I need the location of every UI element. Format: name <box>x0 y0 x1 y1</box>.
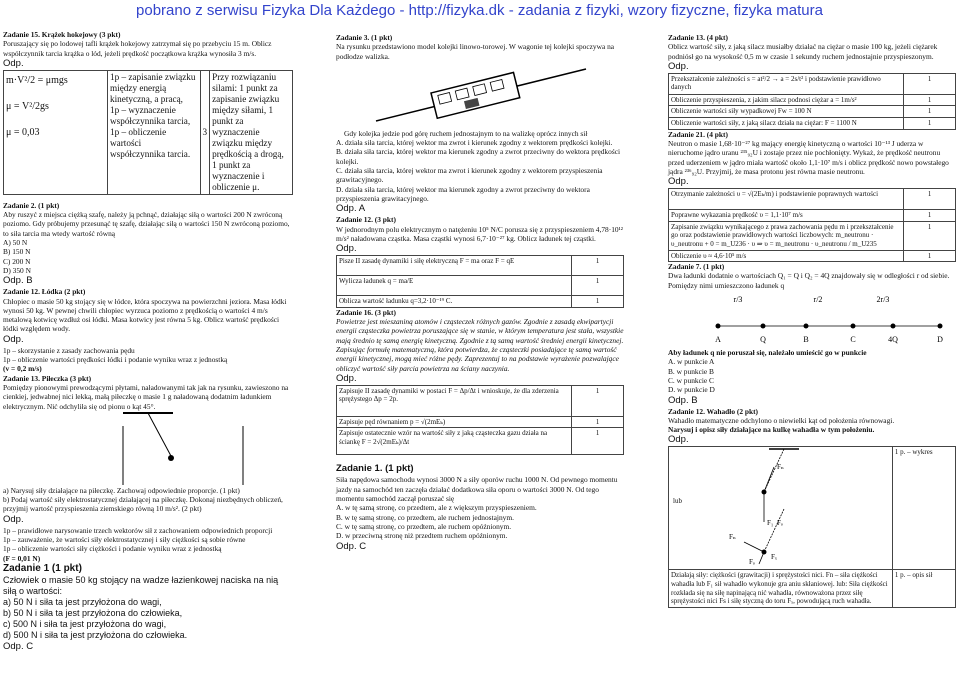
option: D) 350 N <box>3 265 31 275</box>
solution-table <box>3 70 293 195</box>
scoring-step: Zapisanie związku wynikającego z prawa zachowania pędu m i przekształcenie go oraz podstawienie prawidłowych wartości liczbowych: m_neutronu · υ_neutronu + 0 = m_U236 · υ ⇒ υ = m_neutronu · υ_neutronu / m_U235 <box>669 221 904 250</box>
task-text: Chłopiec o masie 50 kg stojący się w łódce, która spoczywa na powierzchni jeziora. Masa łódki wynosi 50 kg. W pewnej chwili chłopiec wyrzuca poziomo z prędkością o wartości 4 m/s metalową kotwicę wzdłuż osi łódki. Masa kotwicy jest równa 5 kg. Oblicz wartość prędkości łódki względem wody. <box>3 296 287 334</box>
task-text: Wahadło matematyczne odchylono o niewielki kąt od położenia równowagi. <box>668 415 895 425</box>
task-title: Zadanie 7. (1 pkt) <box>668 262 725 272</box>
ball <box>168 455 174 461</box>
task-title: Zadanie 2. (1 pkt) <box>3 200 60 210</box>
vector-label: Fₒ <box>749 558 755 566</box>
task-title: Zadanie 1. (1 pkt) <box>336 463 414 475</box>
vector-label: Fₒ <box>777 519 783 528</box>
scoring-step: Zapisuje ostatecznie wzór na wartość siły z jaką cząsteczka gazu działa na ściankę F = 2√(2mEₖ)/Δt <box>337 428 572 455</box>
answer-label: Odp. <box>3 57 24 69</box>
thread-2 <box>764 509 784 552</box>
scoring-step: Wylicza ładunek q = ma/E <box>337 276 572 296</box>
scoring-points: 1 <box>904 210 956 222</box>
task-title: Zadanie 16. (3 pkt) <box>336 307 396 317</box>
option: c) 500 N i siła ta jest przyłożona do wagi, <box>3 618 167 629</box>
point-label: B <box>803 335 809 345</box>
task-text: Neutron o masie 1,68·10⁻²⁷ kg mający energię kinetyczną o wartości 10⁻¹³ J uderza w nieruchome jądro uranu ²³⁵₉₂U i zostaje przez nie pochłonięty. Wykaż, że prędkość neutronu przed uderzeniem w jądro miała wartość około 1,1·10⁷ m/s i oblicz prędkość nowo powstałego jądra ²³⁶₉₂U. Przyjmij, że masa protonu jest równa masie neutronu. <box>668 138 949 176</box>
pendulum-svg <box>689 447 889 565</box>
point-label: C <box>850 335 856 345</box>
scoring-step: Obliczenie wartości siły wypadkowej Fw = 100 N <box>669 106 904 118</box>
scoring-points: 1 <box>904 94 956 106</box>
wagon <box>431 72 520 118</box>
answer: Odp. A <box>336 203 366 215</box>
vector-label: Fₙ <box>729 533 736 542</box>
task-text: Na rysunku przedstawiono model kolejki linowo-torowej. W wagonie tej kolejki spoczywa na podłodze walizka. <box>336 42 615 61</box>
normal-vector <box>759 552 764 564</box>
pendulum-table <box>668 446 956 607</box>
column-left <box>3 30 293 653</box>
answer: Odp. C <box>336 540 367 552</box>
task-title: Zadanie 12. (3 pkt) <box>336 215 396 225</box>
plates-figure <box>3 411 293 486</box>
subtask: a) Narysuj siły działające na piłeczkę. Zachowaj odpowiednie proporcje. (1 pkt) <box>3 485 240 495</box>
option: B. w tę samą stronę, co przedtem, ale ruchem jednostajnym. <box>336 512 514 522</box>
task-text: Oblicz wartość siły, z jaką silacz musiałby działać na ciężar o masie 100 kg, jeżeli ciężarek podniósł go na wysokość 0,5 m w czasie 1 sekundy ruchem jednostajnie przyspieszonym. <box>668 42 938 61</box>
equations-cell <box>4 70 108 194</box>
scoring-points: 1 <box>904 221 956 250</box>
scoring-points: 1 <box>572 428 624 455</box>
fraction-label: 2r/3 <box>876 295 890 305</box>
scoring-points: 1 <box>572 256 624 276</box>
answer-label: Odp. <box>336 372 357 384</box>
points-cell: 1 p. – opis sił <box>892 570 955 607</box>
answer-label: Odp. <box>668 176 689 188</box>
point-label: 4Q <box>888 335 898 345</box>
equation: m·V²/2 = μmgs <box>6 74 68 86</box>
scoring-step: Przekształcenie zależności s = at²/2 → a = 2s/t² i podstawienie prawidłowo danych <box>669 73 904 94</box>
task-title: Zadanie 13. (4 pkt) <box>668 33 728 42</box>
vector-label: Fₓ <box>771 553 777 562</box>
question: Narysuj i opisz siły działające na kulkę wahadła w tym położeniu. <box>668 425 875 435</box>
vector-label: Fₙ <box>777 463 784 472</box>
scoring-step: Zapisuje II zasadę dynamiki w postaci F = Δp/Δt i wnioskuje, że dla zderzenia sprężystego Δp = 2p. <box>337 385 572 416</box>
scoring-step: Obliczenie wartości siły, z jaką silacz działa na ciężar: F = 1100 N <box>669 118 904 130</box>
description-cell: Działają siły: ciężkości (grawitacji) i sprężystości nici. Fn – siła ciężkości wahadła lub F₁ sił wahadło wykonuje gra aniu skłaniowej. lub: Siła ciężkości rozkłada się na siłę napinającą nić wahadła, równoważona przez siłę sprężystości nici Fs i siłę styczną do toru Fₓ, powodującą ruch wahadła. <box>669 570 893 607</box>
result: (F = 0,01 N) <box>3 553 41 563</box>
scoring-step: Otrzymanie zależności υ = √(2Eₖ/m) i podstawienie poprawnych wartości <box>669 189 904 210</box>
pendulum-figures <box>669 447 893 570</box>
points-cell: 1 p. – wykres <box>892 447 955 570</box>
scoring-points: 1 <box>904 73 956 94</box>
scoring-table <box>668 73 956 130</box>
option: B. w punkcie B <box>668 366 714 376</box>
cable-car-figure <box>336 61 624 129</box>
task-text: Pomiędzy pionowymi prewodzącymi płytami, naładowanymi tak jak na rysunku, zawieszono na cienkiej, jedwabnej nici lekką, małą piłeczkę o masie 1 g naładowaną dodatnim ładunkiem elektrycznym. Nić odchyliła się od pionu o kąt 45°. <box>3 382 289 411</box>
option: A) 50 N <box>3 238 28 248</box>
point-c <box>851 324 856 329</box>
charge-4q <box>891 324 896 329</box>
point-item: 1p – zauważenie, że wartości siły elektrostatycznej i siły ciężkości są sobie równe <box>3 535 246 545</box>
option: C. w punkcie C <box>668 375 714 385</box>
task-title: Zadanie 12. Łódka (2 pkt) <box>3 287 86 297</box>
task-text: Człowiek o masie 50 kg stojący na wadze łazienkowej naciska na nią siłą o wartości: <box>3 574 279 596</box>
option: b) 50 N i siła ta jest przyłożona do człowieka, <box>3 607 183 618</box>
task-title: Zadanie 15. Krążek hokejowy (3 pkt) <box>3 30 121 39</box>
point-item: 1p – skorzystanie z zasady zachowania pędu <box>3 345 135 355</box>
point-item: 1p – obliczenie wartości prędkości łódki i podanie wyniku wraz z jednostką <box>3 355 228 365</box>
option: D. w przeciwną stronę niż przedtem ruchem opóźnionym. <box>336 531 508 541</box>
scoring-step: Pisze II zasadę dynamiki i siłę elektryczną F = ma oraz F = qE <box>337 256 572 276</box>
fraction-label: r/3 <box>733 295 743 305</box>
task-text: Poruszający się po lodowej tafli krążek hokejowy zatrzymał się po przebyciu 15 m. Oblicz współczynnik tarcia krążka o lód, jeżeli prędkość początkowa krążka wynosiła 3 m/s. <box>3 39 272 58</box>
question: Aby ładunek q nie poruszał się, należało umieścić go w punkcie <box>668 348 867 358</box>
note-cell: Przy rozwiązaniu silami: 1 punkt za zapisanie związku między siłami, 1 punkt za wyznaczenie związku między prędkością a drogą, 1 punkt za wyznaczenie i obliczenie μ. <box>210 70 293 194</box>
task-title: Zadanie 21. (4 pkt) <box>668 129 728 139</box>
answer: Odp. B <box>668 394 698 406</box>
scoring-step: Zapisuje pęd równaniem p = √(2mEₖ) <box>337 416 572 428</box>
option: C) 200 N <box>3 256 31 266</box>
tension-vector <box>764 467 774 492</box>
subtask: b) Podaj wartość siły elektrostatycznej działającej na piłeczkę. Dokonaj niezbędnych obliczeń, przyjmij wartość przyspieszenia ziemskiego równą 10 m/s². (2 pkt) <box>3 495 283 514</box>
scoring-points: 1 <box>904 106 956 118</box>
answer-label: Odp. <box>3 333 24 345</box>
or-label: lub <box>673 497 682 506</box>
fraction-label: r/2 <box>813 295 823 305</box>
scoring-step: Obliczenie przyspieszenia, z jakim silacz podnosi ciężar a = 1m/s² <box>669 94 904 106</box>
equation: μ = V²/2gs <box>6 100 49 112</box>
scoring-table <box>668 188 956 262</box>
point-item: 1p – obliczenie wartości współczynnika tarcia. <box>110 126 191 159</box>
point-label: A <box>715 335 721 345</box>
point-label: Q <box>760 335 766 345</box>
point-label: D <box>937 335 943 345</box>
point-item: 1p – prawidłowe narysowanie trzech wektorów sił z zachowaniem odpowiednich proporcji <box>3 525 273 535</box>
option: A. działa siła tarcia, której wektor ma zwrot i kierunek zgodny z wektorem prędkości kolejki. <box>336 138 613 148</box>
column-right <box>668 33 956 608</box>
point-d <box>938 324 943 329</box>
option: B) 150 N <box>3 247 31 257</box>
scoring-points: 1 <box>572 296 624 308</box>
scoring-points: 1 <box>904 189 956 210</box>
task-text: Powietrze jest mieszaniną atomów i cząsteczek różnych gazów. Zgodnie z zasadą ekwipartycji energii cząsteczka powietrza poruszające się w stanie, w którym temperatura jest stała, wszystkie mają średnio tę samą energię kinetyczną. Zgodnie z tą samą wartość średniej energii kinetycznej. Zapisując formułę matematyczną, która potwierdza, że cząsteczki posiadające tę samą wartość energii kinetycznej, mogą mieć różne pędy. Zaprezentuj to na podstawie wyrażenie pozwalające obliczyć wartość siły parcia powietrza na ściany naczynia. <box>336 317 624 373</box>
scoring-points: 1 <box>572 385 624 416</box>
scoring-points: 1 <box>904 250 956 262</box>
point-b <box>804 324 809 329</box>
scoring-table <box>336 255 624 308</box>
option: a) 50 N i siła ta jest przyłożona do wagi, <box>3 596 162 607</box>
option: A. w tę samą stronę, co przedtem, ale z większym przyspieszeniem. <box>336 503 537 513</box>
tangent-vector <box>744 542 764 552</box>
task-title: Zadanie 12. Wahadło (2 pkt) <box>668 406 759 416</box>
scoring-step: Obliczenie υ ≈ 4,6·10⁵ m/s <box>669 250 904 262</box>
task-text: Aby ruszyć z miejsca ciężką szafę, należy ją pchnąć, działając siłą o wartości 200 N zwróconą poziomo. Gdy próbujemy przesunąć tę szafę, działając siłą o wartości 150 N zwróconą poziomo, to siła tarcia ma wtedy wartość równą <box>3 210 290 238</box>
option: C. w tę samą stronę, co przedtem, ale ruchem opóźnionym. <box>336 521 512 531</box>
answer-label: Odp. <box>668 434 689 446</box>
point-item: 1p – obliczenie wartości siły ciężkości i podanie wyniku wraz z jednostką <box>3 544 222 554</box>
answer: Odp. C <box>3 640 34 652</box>
option: d) 500 N i siła ta jest przyłożona do człowieka. <box>3 629 188 640</box>
scoring-step: Poprawne wykazania prędkość υ = 1,1·10⁷ m/s <box>669 210 904 222</box>
option: A. w punkcie A <box>668 357 715 367</box>
charges-figure <box>668 290 956 348</box>
points-total: 3 <box>200 70 210 194</box>
column-middle <box>336 33 624 553</box>
thread-line <box>148 413 171 456</box>
option: D. działa siła tarcia, której wektor ma kierunek zgodny a zwrot przeciwny do wektora przyspieszenia grawitacyjnego. <box>336 184 590 203</box>
point-a <box>716 324 721 329</box>
equation: μ = 0,03 <box>6 126 40 138</box>
task-text: Dwa ładunki dodatnie o wartościach Q₁ = Q i Q₂ = 4Q znajdowały się w odległości r od siebie. Pomiędzy nimi umieszczono ładunek q <box>668 271 950 290</box>
answer-label: Odp. <box>668 60 689 72</box>
task-title: Zadanie 3. (1 pkt) <box>336 33 393 42</box>
point-item: 1p – zapisanie związku między energią kinetyczną, a pracą, <box>110 71 196 104</box>
charge-q <box>761 324 766 329</box>
scoring-points: 1 <box>572 416 624 428</box>
vector-label: F₁ <box>767 519 774 528</box>
task-text: W jednorodnym polu elektrycznym o natężeniu 10⁵ N/C porusza się z przyspieszeniem 4,78·10¹² m/s² naładowana cząstka. Masa cząstki wynosi 6,7·10⁻²⁷ kg. Oblicz ładunek tej cząstki. <box>336 224 624 243</box>
answer: Odp. B <box>3 275 33 287</box>
scoring-points: 1 <box>904 118 956 130</box>
point-item: 1p – wyznaczenie współczynnika tarcia, <box>110 104 191 126</box>
option: D. w punkcie D <box>668 385 715 395</box>
page-header: pobrano z serwisu Fizyka Dla Każdego - http://fizyka.dk - zadania z fizyki, wzory fizyczne, fizyka matura <box>136 2 823 19</box>
result: (v = 0,2 m/s) <box>3 364 42 374</box>
scoring-step: Oblicza wartość ładunku q=3,2·10⁻¹⁹ C. <box>337 296 572 308</box>
points-cell <box>108 70 200 194</box>
scoring-table <box>336 385 624 456</box>
task-title: Zadanie 13. Piłeczka (3 pkt) <box>3 373 92 383</box>
answer-label: Odp. <box>3 513 24 525</box>
answer-label: Odp. <box>336 243 357 255</box>
task-title: Zadanie 1 (1 pkt) <box>3 562 82 574</box>
caption: Gdy kolejka jedzie pod górę ruchem jednostajnym to na walizkę oprócz innych sił <box>344 128 588 138</box>
scoring-points: 1 <box>572 276 624 296</box>
option: C. działa siła tarcia, której wektor ma zwrot i kierunek zgodny z wektorem przyspieszenia grawitacyjnego. <box>336 166 603 185</box>
task-text: Siła napędowa samochodu wynosi 3000 N a siły oporów ruchu 1000 N. Od pewnego momentu jazdy na samochód ten zaczęła działać dodatkowa siła oporu o wartości 3000 N. Od tego momentu samochód zaczął poruszać się <box>336 475 618 504</box>
option: B. działa siła tarcia, której wektor ma kierunek zgodny a zwrot przeciwny do wektora prędkości kolejki. <box>336 147 621 166</box>
